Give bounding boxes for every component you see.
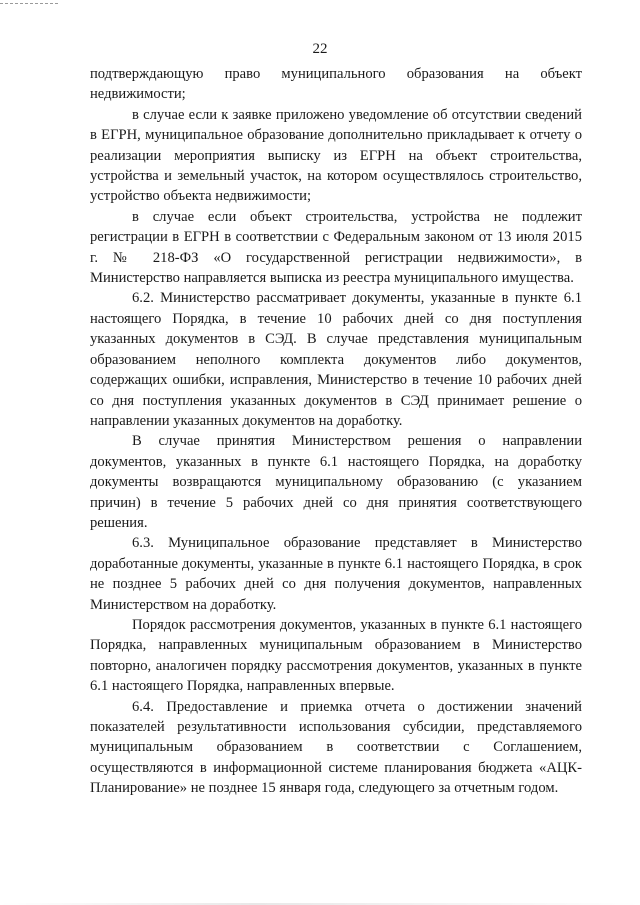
- paragraph-egrn-notice: в случае если к заявке приложено уведомление об отсутствии сведений в ЕГРН, муниципальное образование дополнительно прикладывает к отчету о реализации мероприятия выписку из ЕГРН на объект строительства, устройства и земельный участок, на котором осуществлялось строительство, устройство объекта недвижимости;: [90, 106, 582, 205]
- page-number: 22: [312, 41, 328, 57]
- document-body: [90, 64, 582, 799]
- paragraph-6-4: 6.4. Предоставление и приемка отчета о достижении значений показателей результативности использования субсидии, представляемого муниципальным образованием в соответствии с Соглашением, осуществляются в информационной системе планирования бюджета «АЦК-Планирование» не позднее 15 января года, следующего за отчетным годом.: [90, 698, 582, 797]
- paragraph-continuation: подтверждающую право муниципального образования на объект недвижимости;: [90, 66, 582, 103]
- scan-edge-mark: [0, 0, 58, 4]
- paragraph-egrn-not-required: в случае если объект строительства, устройства не подлежит регистрации в ЕГРН в соответствии с Федеральным законом от 13 июля 2015 г. № 218-ФЗ «О государственной регистрации недвижимости», в Министерство направляется выписка из реестра муниципального имущества.: [90, 208, 582, 287]
- paragraph-6-2-rework: В случае принятия Министерством решения о направлении документов, указанных в пункте 6.1 настоящего Порядка, на доработку документы возвращаются муниципальному образованию (с указанием причин) в течение 5 рабочих дней со дня принятия соответствующего решения.: [90, 433, 582, 531]
- paragraph-6-3-review-order: Порядок рассмотрения документов, указанных в пункте 6.1 настоящего Порядка, направленных муниципальным образованием в Министерство повторно, аналогичен порядку рассмотрения документов, указанных в пункте 6.1 настоящего Порядка, направленных впервые.: [90, 616, 582, 695]
- paragraph-6-3: 6.3. Муниципальное образование представляет в Министерство доработанные документы, указанные в пункте 6.1 настоящего Порядка, в срок не позднее 5 рабочих дней со дня получения документов, направленных Министерством на доработку.: [90, 535, 582, 613]
- paragraph-6-2: 6.2. Министерство рассматривает документы, указанные в пункте 6.1 настоящего Порядка, в течение 10 рабочих дней со дня поступления указанных документов в СЭД. В случае представления муниципальным образованием неполного комплекта документов либо документов, содержащих ошибки, исправления, Министерство в течение 10 рабочих дней со дня поступления указанных документов в СЭД принимает решение о направлении указанных документов на доработку.: [90, 290, 582, 429]
